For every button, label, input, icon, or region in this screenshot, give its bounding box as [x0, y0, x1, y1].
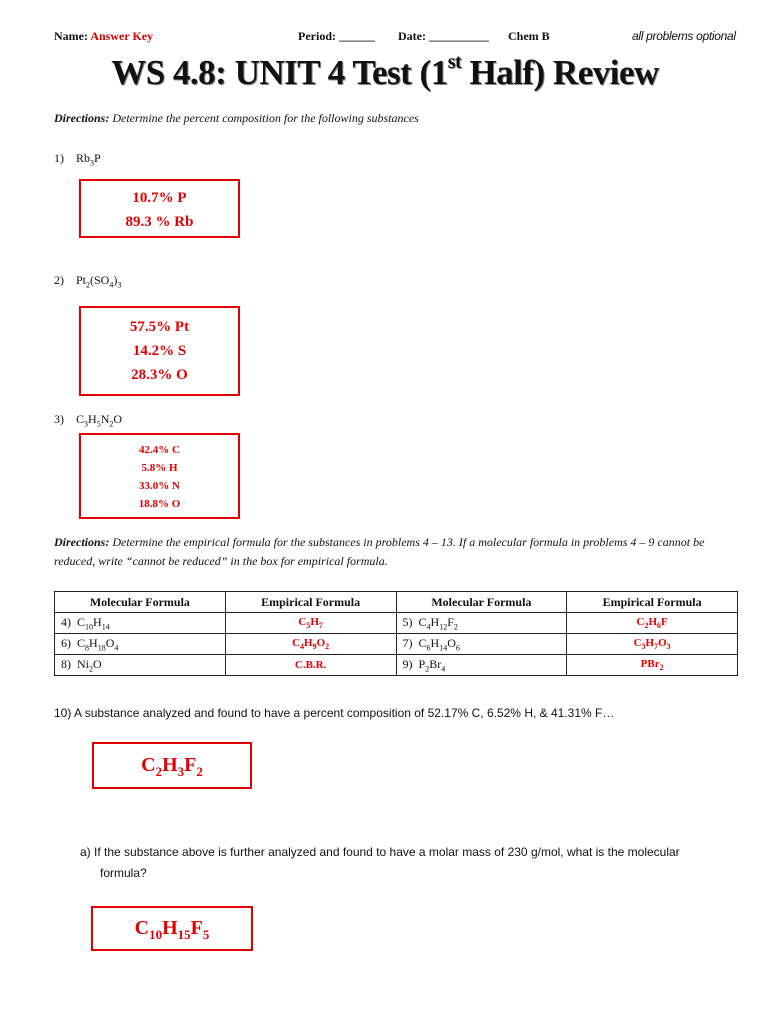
problem-2: 2) $Pt_2(SO_4)_3$: [54, 273, 122, 290]
table-row: [55, 613, 738, 634]
period-field: Period: ______: [298, 29, 375, 43]
directions-empirical: Directions: Determine the empirical formula for the substances in problems 4 – 13. If a molecular formula in problems 4 – 9 cannot be reduced, write “cannot be reduced” in the box for empirical formula.: [54, 535, 705, 568]
table-header: Empirical Formula: [225, 592, 396, 613]
course-label: Chem B: [508, 29, 550, 43]
directions-percent: Directions: Determine the percent composition for the following substances: [54, 111, 419, 125]
answer-box-2: 57.5% Pt 14.2% S 28.3% O: [79, 306, 240, 396]
table-cell: 5) $C_4H_{12}F_2$: [396, 613, 567, 634]
date-field: Date: __________: [398, 29, 489, 43]
table-row: [55, 634, 738, 655]
problem-10: 10) A substance analyzed and found to have a percent composition of 52.17% C, 6.52% H, & 41.31% F…: [54, 706, 615, 720]
table-cell: 6) $C_8H_{18}O_4$: [55, 634, 226, 655]
problem-10a: a) If the substance above is further analyzed and found to have a molar mass of 230 g/mol, what is the molecular: [80, 845, 680, 859]
table-cell: 9) $P_2Br_4$: [396, 655, 567, 676]
answer-box-3: 42.4% C 5.8% H 33.0% N 18.8% O: [79, 433, 240, 519]
table-cell: $C_5H_7$: [225, 613, 396, 634]
table-row: [55, 655, 738, 676]
table-header: Empirical Formula: [567, 592, 738, 613]
table-cell: $C_2H_6F$: [567, 613, 738, 634]
table-cell: PBr$_2$: [567, 655, 738, 676]
empirical-formula-table: [54, 591, 738, 676]
problem-10a-cont: formula?: [100, 866, 147, 880]
name-value: Answer Key: [90, 29, 154, 43]
table-cell: C.B.R.: [225, 655, 396, 676]
problem-3: 3) $C_3H_5N_2O$: [54, 412, 123, 429]
table-cell: 4) $C_{10}H_{14}$: [55, 613, 226, 634]
table-cell: $C_4H_9O_2$: [225, 634, 396, 655]
answer-box-10: $C_2H_3F_2$: [92, 742, 252, 789]
table-header: Molecular Formula: [396, 592, 567, 613]
table-cell: 7) $C_6H_{14}O_6$: [396, 634, 567, 655]
answer-box-1: 10.7% P 89.3 % Rb: [79, 179, 240, 238]
table-cell: 8) $Ni_2O$: [55, 655, 226, 676]
page-title: WS 4.8: UNIT 4 Test (1st Half) Review: [111, 51, 659, 92]
table-cell: $C_3H_7O_3$: [567, 634, 738, 655]
table-header-row: [55, 592, 738, 613]
name-field: Name: Answer Key: [54, 29, 154, 43]
table-header: Molecular Formula: [55, 592, 226, 613]
optional-note: all problems optional: [632, 29, 736, 43]
answer-box-10a: $C_{10}H_{15}F_5$: [91, 906, 253, 951]
problem-1: 1) $Rb_3P$: [54, 151, 101, 168]
